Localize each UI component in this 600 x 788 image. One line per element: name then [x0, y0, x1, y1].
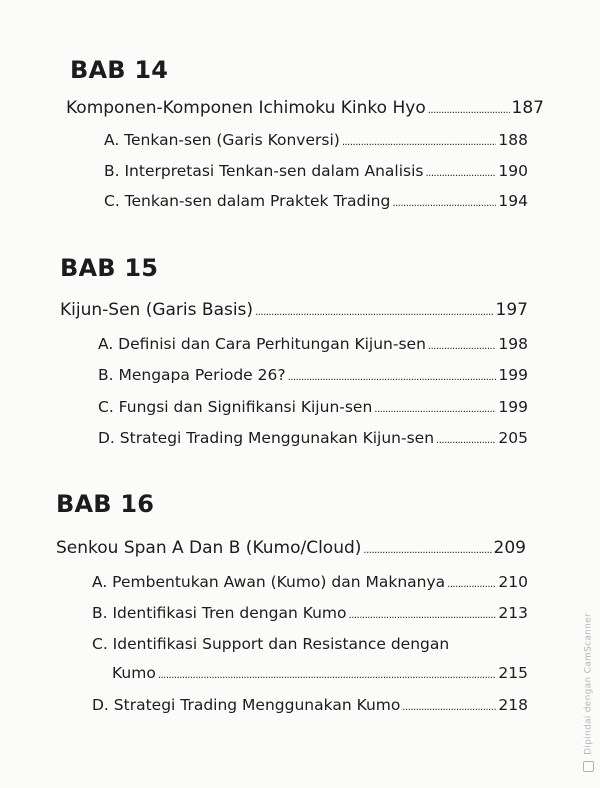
toc-entry-16d[interactable]: [92, 696, 528, 714]
leader-dots: [428, 341, 497, 352]
toc-entry-title: D. Strategi Trading Menggunakan Kijun-sen: [98, 429, 435, 447]
toc-entry-title-continuation: Kumo: [112, 664, 156, 682]
toc-entry-title: A. Tenkan-sen (Garis Konversi): [104, 131, 340, 149]
toc-entry-chapter-15[interactable]: [60, 300, 528, 320]
bab-16-heading: BAB 16: [56, 490, 155, 518]
toc-entry-page: 199: [498, 398, 528, 416]
toc-entry-page: 187: [511, 98, 544, 118]
toc-entry-title: C. Fungsi dan Signifikansi Kijun-sen: [98, 398, 373, 416]
leader-dots: [342, 137, 497, 148]
leader-dots: [402, 702, 496, 713]
toc-entry-page: 198: [498, 335, 528, 353]
toc-entry-page: 215: [498, 664, 528, 682]
bab-14-heading: BAB 14: [70, 56, 169, 84]
leader-dots: [447, 579, 496, 590]
bab-15-heading: BAB 15: [60, 254, 159, 282]
toc-entry-page: 218: [498, 696, 528, 714]
watermark-text: Dipindai dengan CamScanner: [583, 612, 594, 755]
toc-entry-chapter-16[interactable]: [56, 538, 526, 558]
toc-entry-page: 199: [498, 366, 528, 384]
toc-entry-title: Kijun-Sen (Garis Basis): [60, 300, 254, 320]
toc-entry-page: 197: [495, 300, 528, 320]
toc-entry-14b[interactable]: [104, 162, 528, 180]
toc-entry-title: D. Strategi Trading Menggunakan Kumo: [92, 696, 401, 714]
leader-dots: [158, 670, 497, 681]
camscanner-logo-icon: [583, 761, 594, 772]
leader-dots: [392, 198, 496, 209]
toc-entry-page: 210: [498, 573, 528, 591]
toc-entry-title: B. Identifikasi Tren dengan Kumo: [92, 604, 347, 622]
toc-entry-14a[interactable]: [104, 131, 528, 149]
toc-entry-16b[interactable]: [92, 604, 528, 622]
toc-entry-page: 209: [493, 538, 526, 558]
toc-entry-title: B. Mengapa Periode 26?: [98, 366, 286, 384]
scanner-watermark: [583, 613, 594, 772]
toc-entry-14c[interactable]: [104, 192, 528, 210]
toc-entry-page: 213: [498, 604, 528, 622]
leader-dots: [288, 372, 497, 383]
leader-dots: [255, 307, 493, 318]
toc-entry-15c[interactable]: [98, 398, 528, 416]
toc-entry-16c[interactable]: [112, 664, 528, 682]
toc-entry-page: 205: [498, 429, 528, 447]
toc-entry-title: A. Pembentukan Awan (Kumo) dan Maknanya: [92, 573, 446, 591]
toc-entry-15a[interactable]: [98, 335, 528, 353]
toc-entry-page: 188: [498, 131, 528, 149]
leader-dots: [428, 105, 510, 116]
leader-dots: [363, 545, 491, 556]
leader-dots: [436, 435, 496, 446]
toc-entry-16c-title[interactable]: C. Identifikasi Support dan Resistance dengan: [92, 635, 450, 653]
toc-entry-page: 194: [498, 192, 528, 210]
leader-dots: [374, 404, 496, 415]
toc-entry-page: 190: [498, 162, 528, 180]
toc-entry-15d[interactable]: [98, 429, 528, 447]
toc-entry-title: Komponen-Komponen Ichimoku Kinko Hyo: [66, 98, 426, 118]
leader-dots: [349, 610, 497, 621]
leader-dots: [426, 168, 497, 179]
toc-entry-chapter-14[interactable]: [66, 98, 544, 118]
toc-entry-title: B. Interpretasi Tenkan-sen dalam Analisis: [104, 162, 424, 180]
toc-entry-title: Senkou Span A Dan B (Kumo/Cloud): [56, 538, 362, 558]
toc-entry-16a[interactable]: [92, 573, 528, 591]
toc-entry-15b[interactable]: [98, 366, 528, 384]
toc-entry-title: A. Definisi dan Cara Perhitungan Kijun-sen: [98, 335, 426, 353]
toc-entry-title: C. Tenkan-sen dalam Praktek Trading: [104, 192, 391, 210]
